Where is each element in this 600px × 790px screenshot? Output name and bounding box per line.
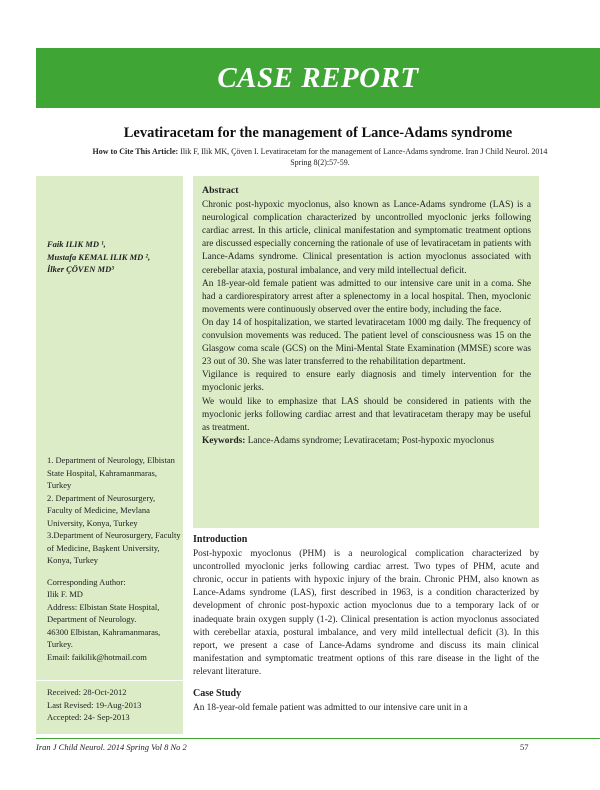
- keywords: [202, 435, 531, 448]
- introduction-text: Post-hypoxic myoclonus (PHM) is a neurological complication characterized by uncontrolled myoclonic jerks following cardiac arrest. Two types of PHM, acute and chronic, occur in patients with hypoxic injury of the brain. Chronic PHM, also known as Lance-Adams syndrome (LAS), first described in 1963, is a condition characterized by development of chronic post-hypoxic action myoclonus due to a temporary lack of or inadequate brain oxygen supply (1-2). Clinical presentation is action myoclonus associated with cerebellar ataxia, postural imbalance, and very mild intellectual deficit (3). In this report, we present a case of Lance-Adams syndrome and discuss its main clinical manifestation and symptomatic treatment options of this rare disease in the light of the relevant literature.: [193, 549, 539, 677]
- case-study-text: An 18-year-old female patient was admitted to our intensive care unit in a: [193, 703, 468, 714]
- abstract-box: [193, 176, 539, 528]
- corresponding-author: [47, 576, 182, 664]
- affiliation-2: 2. Department of Neurosurgery, Faculty of Medicine, Mevlana University, Konya, Turkey: [47, 492, 156, 528]
- citation: [90, 146, 550, 168]
- author-3: İlker ÇÖVEN MD³: [47, 264, 114, 274]
- author-2: Mustafa KEMAL ILIK MD ²,: [47, 251, 151, 262]
- abstract-paragraph: We would like to emphasize that LAS should be considered in patients with the myoclonic jerks following cardiac arrest and that levatiracetam therapy may be useful as treatment.: [202, 396, 531, 433]
- footer-journal: Iran J Child Neurol. 2014 Spring Vol 8 No 2: [36, 742, 187, 752]
- sidebar-divider: [36, 680, 183, 681]
- article-body: [193, 533, 539, 723]
- citation-text: Ilik F, Ilik MK, Çöven I. Levatiracetam for the management of Lance-Adams syndrome. Iran J Child Neurol. 2014 Spring 8(2):57-59.: [178, 147, 548, 167]
- affiliations: [47, 454, 182, 663]
- keywords-list: Lance-Adams syndrome; Levatiracetam; Post-hypoxic myoclonus: [245, 435, 495, 446]
- abstract-paragraph: An 18-year-old female patient was admitted to our intensive care unit in a coma. She had a cardiorespiratory arrest after a splenectomy in a local hospital. Then, myoclonic movements were continuously observed over the entire body, including the face.: [202, 278, 531, 315]
- author-list: [47, 238, 182, 276]
- affiliation-1: 1. Department of Neurology, Elbistan State Hospital, Kahramanmaras, Turkey: [47, 455, 175, 490]
- date-revised: Last Revised: 19-Aug-2013: [47, 699, 142, 710]
- date-received: Received: 28-Oct-2012: [47, 687, 127, 697]
- date-accepted: Accepted: 24- Sep-2013: [47, 712, 130, 722]
- corresponding-city: 46300 Elbistan, Kahramanmaras, Turkey.: [47, 626, 161, 649]
- citation-label: How to Cite This Article:: [92, 147, 179, 156]
- corresponding-address: Address: Elbistan State Hospital, Department of Neurology.: [47, 601, 160, 624]
- case-report-banner: CASE REPORT: [36, 48, 600, 108]
- page-number: 57: [520, 742, 529, 752]
- article-title: Levatiracetam for the management of Lance-Adams syndrome: [123, 125, 513, 141]
- abstract-paragraph: Vigilance is required to ensure early diagnosis and timely intervention for the myoclonic jerks.: [202, 370, 531, 394]
- introduction-heading: Introduction: [193, 534, 248, 545]
- abstract-paragraph: On day 14 of hospitalization, we started levatiracetam 1000 mg daily. The frequency of convulsion movements was reduced. The patient level of consciousness was 15 on the Glasgow coma scale (GCS) on the Mini-Mental State Examination (MMSE) score was 23 out of 30. She was later transferred to the rehabilitation department.: [202, 317, 531, 368]
- affiliation-3: 3.Department of Neurosurgery, Faculty of Medicine, Başkent University, Konya, Turkey: [47, 530, 181, 565]
- case-study-heading: Case Study: [193, 688, 242, 700]
- corresponding-email[interactable]: Email: faikilik@hotmail.com: [47, 651, 147, 662]
- corresponding-label: Corresponding Author:: [47, 576, 126, 587]
- corresponding-name: Ilik F. MD: [47, 589, 83, 599]
- abstract-paragraph: Chronic post-hypoxic myoclonus, also known as Lance-Adams syndrome (LAS) is a neurological complication characterized by uncontrolled myoclonic jerks following cardiac arrest. In this article, clinical manifestation and symptomatic treatment options are discussed especially concerning the rationale of use of levatiracetam in patients with Lance-Adams syndrome. Clinical presentation is action myoclonus associated with cerebellar ataxia, postural imbalance, and very mild intellectual deficit.: [202, 200, 531, 276]
- article-dates: [47, 686, 182, 724]
- abstract-heading: Abstract: [202, 185, 239, 196]
- footer-rule: [36, 738, 600, 739]
- keywords-label: Keywords:: [202, 435, 246, 446]
- author-1: Faik ILIK MD ¹,: [47, 239, 106, 249]
